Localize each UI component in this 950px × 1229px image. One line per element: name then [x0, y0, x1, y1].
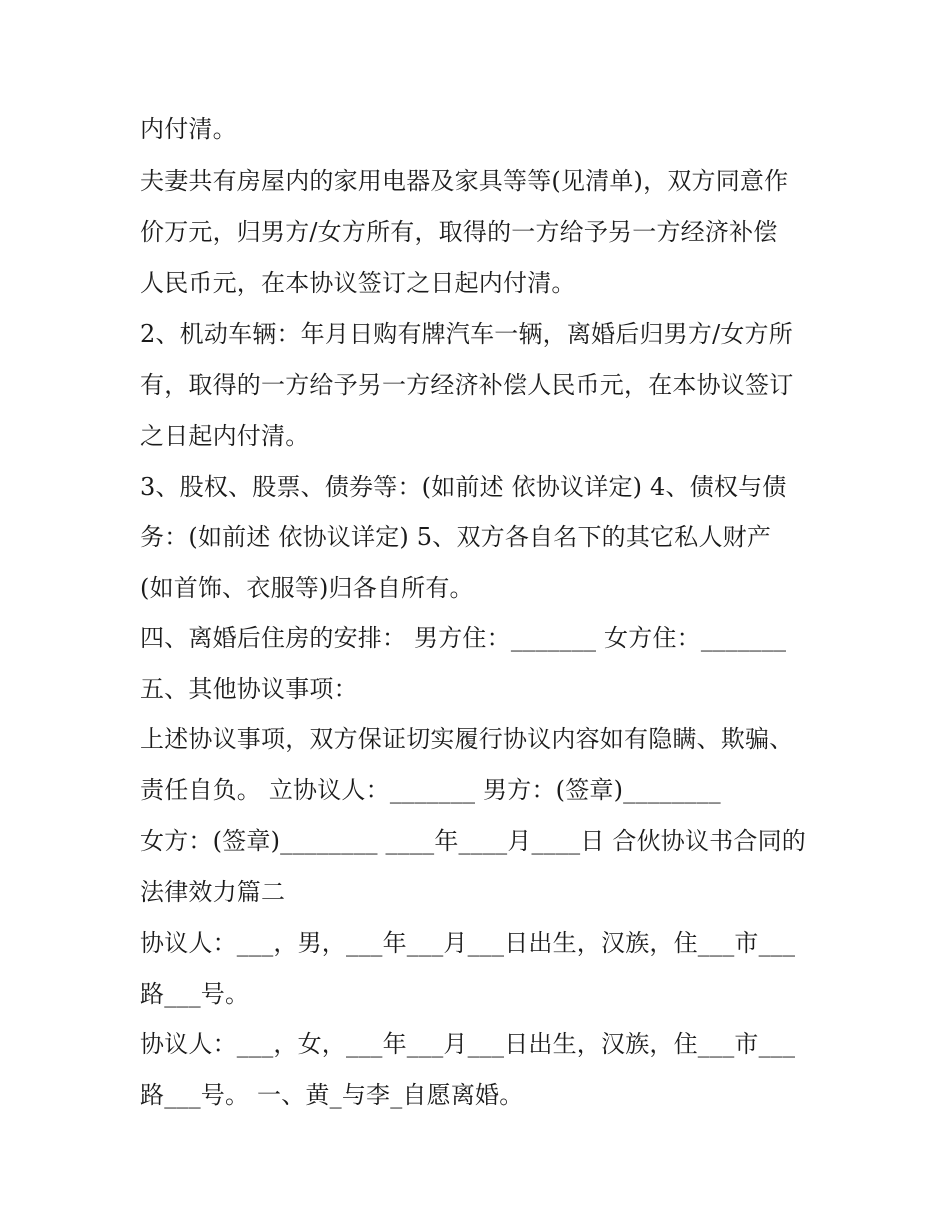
- text-line: 四、离婚后住房的安排： 男方住：_______ 女方住：_______: [140, 624, 787, 652]
- text-line: 责任自负。 立协议人：_______ 男方：(签章)________: [140, 776, 721, 804]
- text-line: 有，取得的一方给予另一方经济补偿人民币元，在本协议签订: [140, 371, 794, 399]
- text-line: 夫妻共有房屋内的家用电器及家具等等(见清单)，双方同意作: [140, 167, 789, 195]
- text-line: 协议人：___，女，___年___月___日出生，汉族，住___市___: [140, 1030, 796, 1058]
- text-line: 女方：(签章)________ ____年____月____日 合伙协议书合同的: [140, 827, 806, 855]
- text-line: 内付清。: [140, 115, 237, 143]
- text-line: 上述协议事项，双方保证切实履行协议内容如有隐瞒、欺骗、: [140, 725, 794, 753]
- text-line: 价万元，归男方/女方所有，取得的一方给予另一方经济补偿: [140, 218, 778, 246]
- text-line: 协议人：___，男，___年___月___日出生，汉族，住___市___: [140, 929, 796, 957]
- text-line: 路___号。: [140, 980, 250, 1008]
- text-line: 2、机动车辆：年月日购有牌汽车一辆，离婚后归男方/女方所: [140, 320, 793, 348]
- text-line: (如首饰、衣服等)归各自所有。: [140, 574, 474, 602]
- text-line: 路___号。 一、黄_与李_自愿离婚。: [140, 1081, 524, 1109]
- text-line: 3、股权、股票、债券等：(如前述 依协议详定) 4、债权与债: [140, 473, 787, 501]
- text-line: 法律效力篇二: [140, 878, 286, 906]
- text-line: 五、其他协议事项：: [140, 675, 358, 703]
- text-line: 之日起内付清。: [140, 422, 310, 450]
- text-line: 人民币元，在本协议签订之日起内付清。: [140, 269, 576, 297]
- text-line: 务：(如前述 依协议详定) 5、双方各自名下的其它私人财产: [140, 523, 772, 551]
